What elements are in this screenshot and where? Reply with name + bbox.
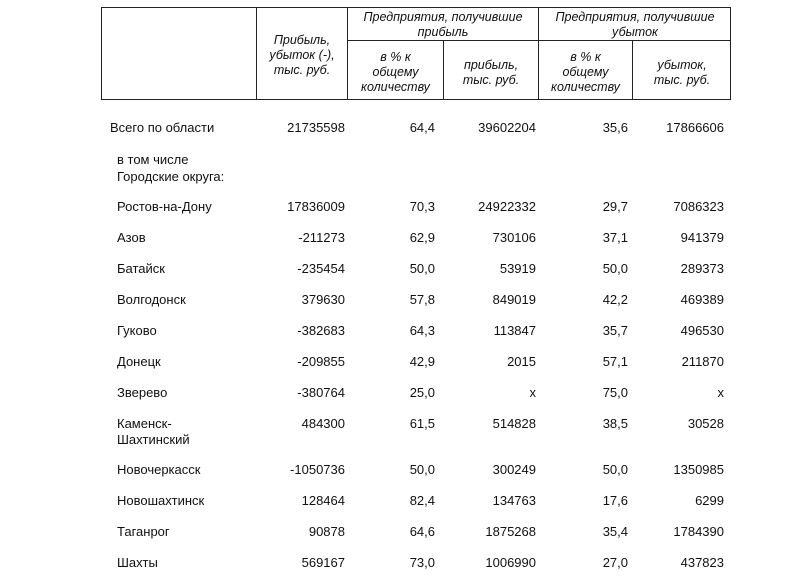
header-left-border: [101, 7, 102, 100]
cell-loss-sum: 211870: [681, 354, 724, 369]
header-top-border: [101, 7, 731, 8]
header-profit-sum: прибыль, тыс. руб.: [462, 58, 520, 87]
cell-pct-profit: 61,5: [409, 416, 435, 431]
cell-pct-loss: 27,0: [602, 555, 628, 570]
cell-loss-sum: 17866606: [666, 120, 724, 135]
cell-profit: 90878: [308, 524, 345, 539]
cell-pct-profit: 50,0: [409, 261, 435, 276]
cell-pct-loss: 17,6: [602, 493, 628, 508]
cell-pct-loss: 35,4: [602, 524, 628, 539]
cell-profit-sum: 1875268: [485, 524, 536, 539]
cell-pct-loss: 75,0: [602, 385, 628, 400]
cell-profit: -380764: [297, 385, 345, 400]
header-group-divider: [347, 40, 731, 41]
cell-loss-sum: x: [717, 385, 724, 400]
header-profit-col: Прибыль, убыток (-), тыс. руб.: [269, 33, 335, 77]
cell-profit-sum: 300249: [492, 462, 536, 477]
row-label: Донецк: [117, 354, 161, 369]
row-label: Азов: [117, 230, 146, 245]
cell-profit-sum: 53919: [499, 261, 536, 276]
row-label: Каменск- Шахтинский: [117, 416, 190, 447]
cell-profit-sum: 849019: [492, 292, 536, 307]
cell-pct-profit: 70,3: [409, 199, 435, 214]
cell-pct-profit: 82,4: [409, 493, 435, 508]
cell-profit: 128464: [301, 493, 345, 508]
cell-loss-sum: 1350985: [673, 462, 724, 477]
row-label: Волгодонск: [117, 292, 186, 307]
cell-pct-profit: 73,0: [409, 555, 435, 570]
cell-profit: -235454: [297, 261, 345, 276]
cell-profit-sum: x: [529, 385, 536, 400]
header-group-loss: Предприятия, получившие убыток: [555, 10, 715, 39]
cell-profit-sum: 24922332: [478, 199, 536, 214]
row-label: Ростов-на-Дону: [117, 199, 212, 214]
header-group-profit: Предприятия, получившие прибыль: [363, 10, 523, 39]
cell-profit: -382683: [297, 323, 345, 338]
row-label: Гуково: [117, 323, 157, 338]
row-label: Шахты: [117, 555, 158, 570]
cell-loss-sum: 437823: [680, 555, 724, 570]
row-label: Новочеркасск: [117, 462, 201, 477]
cell-loss-sum: 1784390: [673, 524, 724, 539]
cell-pct-loss: 57,1: [602, 354, 628, 369]
header-pct-profit: в % к общему количеству: [361, 50, 430, 94]
cell-pct-profit: 25,0: [409, 385, 435, 400]
cell-pct-loss: 50,0: [602, 261, 628, 276]
cell-profit: 484300: [301, 416, 345, 431]
cell-loss-sum: 941379: [680, 230, 724, 245]
cell-pct-profit: 64,3: [409, 323, 435, 338]
header-pct-loss: в % к общему количеству: [551, 50, 620, 94]
cell-pct-profit: 57,8: [409, 292, 435, 307]
cell-profit-sum: 514828: [492, 416, 536, 431]
cell-pct-profit: 64,4: [409, 120, 435, 135]
cell-profit: 17836009: [287, 199, 345, 214]
cell-profit-sum: 113847: [493, 323, 536, 338]
cell-loss-sum: 7086323: [673, 199, 724, 214]
cell-pct-profit: 42,9: [409, 354, 435, 369]
cell-profit: -209855: [297, 354, 345, 369]
cell-profit: -1050736: [290, 462, 345, 477]
row-label: Таганрог: [117, 524, 170, 539]
cell-pct-profit: 62,9: [409, 230, 435, 245]
cell-pct-loss: 50,0: [602, 462, 628, 477]
cell-profit: 569167: [301, 555, 345, 570]
header-loss-sum: убыток, тыс. руб.: [653, 58, 711, 87]
header-bottom-border: [101, 99, 731, 100]
cell-pct-loss: 42,2: [602, 292, 628, 307]
row-label: Зверево: [117, 385, 168, 400]
cell-pct-loss: 35,7: [602, 323, 628, 338]
cell-profit: -211273: [298, 230, 345, 245]
cell-profit-sum: 134763: [492, 493, 536, 508]
cell-profit-sum: 2015: [507, 354, 536, 369]
cell-pct-profit: 64,6: [409, 524, 435, 539]
cell-loss-sum: 289373: [680, 261, 724, 276]
cell-profit-sum: 1006990: [485, 555, 536, 570]
row-label: Батайск: [117, 261, 165, 276]
cell-pct-profit: 50,0: [409, 462, 435, 477]
section-label: в том числе Городские округа:: [117, 152, 225, 184]
cell-loss-sum: 30528: [687, 416, 724, 431]
row-label: Новошахтинск: [117, 493, 205, 508]
cell-profit-sum: 730106: [492, 230, 536, 245]
table-header: [101, 0, 731, 100]
cell-profit-sum: 39602204: [478, 120, 536, 135]
cell-profit: 379630: [301, 292, 345, 307]
cell-pct-loss: 35,6: [602, 120, 628, 135]
row-label: Всего по области: [110, 120, 215, 135]
cell-loss-sum: 496530: [680, 323, 724, 338]
cell-pct-loss: 38,5: [602, 416, 628, 431]
cell-pct-loss: 37,1: [602, 230, 628, 245]
cell-loss-sum: 6299: [695, 493, 724, 508]
cell-pct-loss: 29,7: [602, 199, 628, 214]
cell-loss-sum: 469389: [680, 292, 724, 307]
cell-profit: 21735598: [287, 120, 345, 135]
